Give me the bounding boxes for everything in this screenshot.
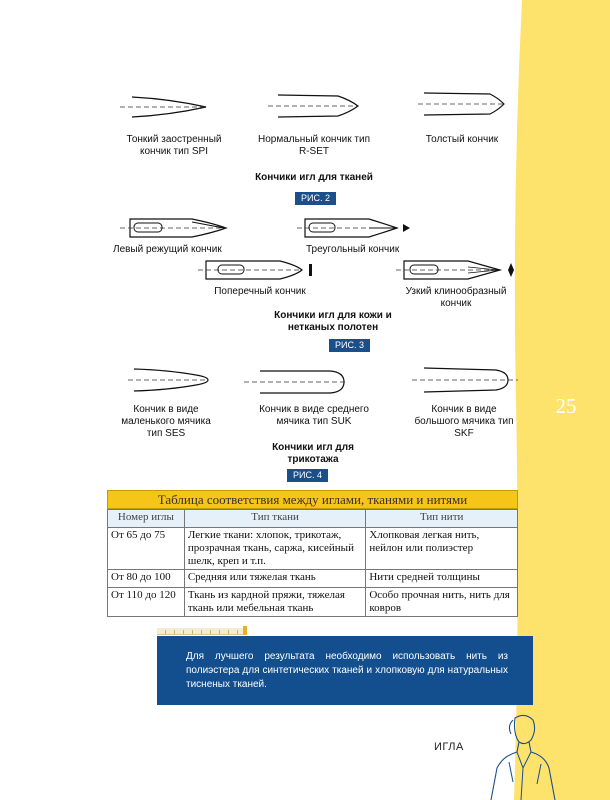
caption-tip-transverse: Поперечный кончик <box>214 286 306 297</box>
table-header-cell: Тип нити <box>366 510 518 528</box>
tape-measure-end <box>243 626 247 635</box>
needle-tip-spi-illustration <box>120 95 210 120</box>
caption-tip-rset: Нормальный кончик тип R-SET <box>257 134 370 157</box>
table-header-cell: Тип ткани <box>184 510 366 528</box>
table-cell: От 80 до 100 <box>108 570 185 588</box>
table-cell: Ткань из кардной пряжи, тяжелая ткань или мебельная ткань <box>184 588 366 617</box>
table-header-cell: Номер иглы <box>108 510 185 528</box>
needle-tip-thick-illustration <box>418 90 508 118</box>
table-cell: От 110 до 120 <box>108 588 185 617</box>
table-row <box>108 570 518 588</box>
table-cell: Нити средней толщины <box>366 570 518 588</box>
woman-sketch-illustration <box>485 712 557 800</box>
caption-tip-triangular: Треугольный кончик <box>306 244 400 255</box>
table-row <box>108 528 518 570</box>
needle-tip-suk-illustration <box>244 368 354 396</box>
tip-note-box <box>157 636 533 705</box>
needle-tip-ses-illustration <box>128 366 218 394</box>
needle-tip-left-cutting-illustration <box>120 217 230 239</box>
fig3-heading: Кончики игл для кожи и нетканых полотен <box>274 310 392 333</box>
caption-tip-skf: Кончик в виде большого мячика тип SKF <box>414 404 514 439</box>
needle-thread-table <box>107 509 518 617</box>
table-title: Таблица соответствия между иглами, тканями и нитями <box>107 490 518 509</box>
tape-measure-decoration <box>157 628 247 635</box>
caption-tip-spi: Тонкий заостренный кончик тип SPI <box>126 134 222 157</box>
table-row <box>108 588 518 617</box>
needle-tip-skf-illustration <box>412 364 522 396</box>
caption-tip-narrow-wedge: Узкий клинообразный кончик <box>405 286 507 309</box>
table-header-row <box>108 510 518 528</box>
needle-tip-rset-illustration <box>268 92 363 120</box>
needle-tip-transverse-illustration <box>198 259 318 281</box>
needle-tip-narrow-wedge-illustration <box>396 259 520 281</box>
caption-tip-ses: Кончик в виде маленького мячика тип SES <box>121 404 211 439</box>
page-number: 25 <box>555 394 577 418</box>
caption-tip-left-cutting: Левый режущий кончик <box>113 244 222 255</box>
table-cell: Хлопковая легкая нить, нейлон или полиэстер <box>366 528 518 570</box>
table-cell: От 65 до 75 <box>108 528 185 570</box>
caption-tip-suk: Кончик в виде среднего мячика тип SUK <box>259 404 369 427</box>
needle-tip-triangular-illustration <box>297 217 415 239</box>
table-cell: Средняя или тяжелая ткань <box>184 570 366 588</box>
fig4-label: РИС. 4 <box>287 469 328 482</box>
fig2-heading: Кончики игл для тканей <box>255 172 373 183</box>
chapter-footer-label: ИГЛА <box>434 741 464 753</box>
table-cell: Особо прочная нить, нить для ковров <box>366 588 518 617</box>
fig3-label: РИС. 3 <box>329 339 370 352</box>
tip-note-text: Для лучшего результата необходимо использовать нить из полиэстера для синтетических тканей и хлопковую для натуральных тисненых тканей. <box>186 651 508 690</box>
fig4-heading: Кончики игл для трикотажа <box>272 442 354 465</box>
fig2-label: РИС. 2 <box>295 192 336 205</box>
caption-tip-thick: Толстый кончик <box>425 134 499 145</box>
table-cell: Легкие ткани: хлопок, трикотаж, прозрачная ткань, саржа, кисейный шелк, креп и т.п. <box>184 528 366 570</box>
